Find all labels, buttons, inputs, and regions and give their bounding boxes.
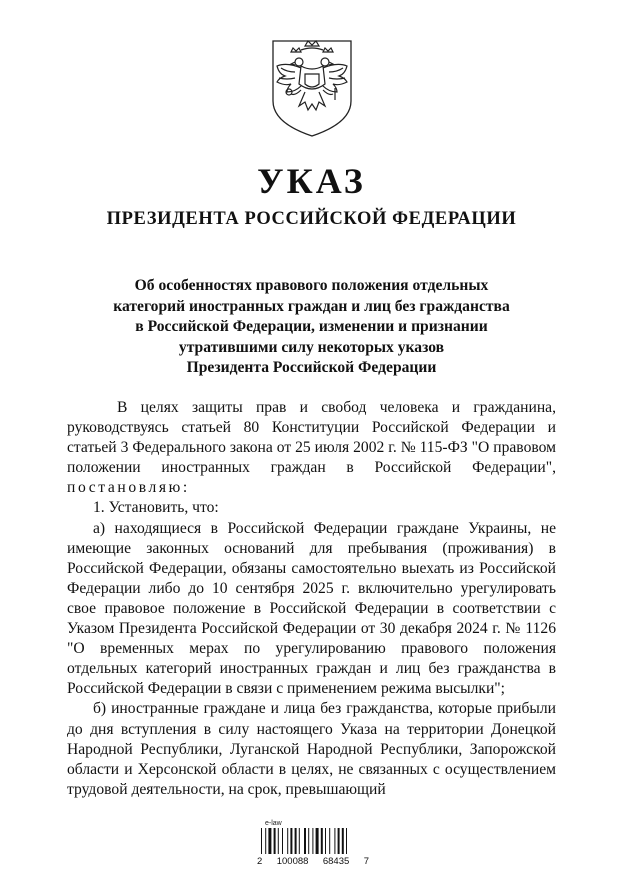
barcode-bar bbox=[338, 828, 340, 854]
barcode-bar bbox=[287, 828, 288, 854]
barcode-bar bbox=[334, 828, 335, 854]
barcode-bar bbox=[329, 828, 330, 854]
barcode-bar bbox=[261, 828, 262, 854]
document-subtitle: ПРЕЗИДЕНТА РОССИЙСКОЙ ФЕДЕРАЦИИ bbox=[106, 209, 517, 229]
decree-heading bbox=[60, 276, 563, 379]
barcode-bar bbox=[295, 828, 297, 854]
decree-word: постановляю bbox=[67, 479, 183, 497]
barcode-bar bbox=[321, 828, 323, 854]
barcode-digit-group: 68435 bbox=[322, 856, 350, 867]
barcode-bar bbox=[265, 828, 266, 854]
heading-line: категорий иностранных граждан и лиц без гражданства bbox=[113, 297, 510, 315]
document-title: УКАЗ bbox=[257, 161, 366, 201]
item-1: 1. Установить, что: bbox=[93, 499, 219, 517]
item-a: а) находящиеся в Российской Федерации граждане Украины, не имеющие законных оснований для пребывания (проживания) в Российской Федерации, обязаны самостоятельно выехать из Российской Федерации либо до 10 сентября 2025 г. включительно урегулировать свое правовое положение в Российской Федерации в соответствии с Указом Президента Российской Федерации от 30 декабря 2024 г. № 1126 "О временных мерах по урегулированию правового положения отдельных категорий иностранных граждан и лиц без гражданства в Российской Федерации в связи с применением режима высылки"; bbox=[67, 519, 556, 698]
barcode-digit-group: 100088 bbox=[276, 856, 309, 867]
barcode-bar bbox=[346, 828, 347, 854]
barcode-bar bbox=[342, 828, 344, 854]
barcode-bar bbox=[290, 828, 292, 854]
heading-line: в Российской Федерации, изменении и признании bbox=[135, 318, 488, 335]
barcode-bar bbox=[304, 828, 306, 854]
decree-body bbox=[67, 398, 556, 800]
barcode-bar bbox=[268, 828, 271, 854]
heading-line: Об особенностях правового положения отдельных bbox=[134, 277, 489, 294]
barcode-bar bbox=[316, 828, 319, 854]
item-b: б) иностранные граждане и лица без гражданства, которые прибыли до дня вступления в силу настоящего Указа на территории Донецкой Народной Республики, Луганской Народной Республики, Запорожской области и Херсонской области в целях, не связанных с осуществлением трудовой деятельности, на срок, превышающий bbox=[67, 700, 556, 798]
preamble-text: В целях защиты прав и свобод человека и гражданина, руководствуясь статьей 80 Конституции Российской Федерации и статьей 3 Федерального закона от 25 июля 2002 г. № 115-ФЗ "О правовом положении иностранных граждан в Российской Федерации", bbox=[67, 399, 556, 477]
coat-of-arms-emblem bbox=[271, 40, 353, 138]
barcode-bar bbox=[299, 828, 300, 854]
barcode-bar bbox=[325, 828, 326, 854]
heading-line: Президента Российской Федерации bbox=[186, 359, 437, 376]
barcode-bar bbox=[282, 828, 283, 854]
barcode-bar bbox=[312, 828, 313, 854]
preamble-paragraph bbox=[67, 398, 556, 498]
barcode-label: e-law bbox=[265, 820, 282, 827]
heading-line: утратившими силу некоторых указов bbox=[178, 338, 445, 356]
decree-colon: : bbox=[182, 479, 188, 497]
barcode-bar bbox=[308, 828, 309, 854]
barcode-digits bbox=[257, 856, 369, 867]
barcode-bar bbox=[278, 828, 279, 854]
barcode-digit-group: 2 bbox=[257, 856, 263, 867]
barcode-bar bbox=[274, 828, 276, 854]
barcode-digit-group: 7 bbox=[363, 856, 369, 867]
